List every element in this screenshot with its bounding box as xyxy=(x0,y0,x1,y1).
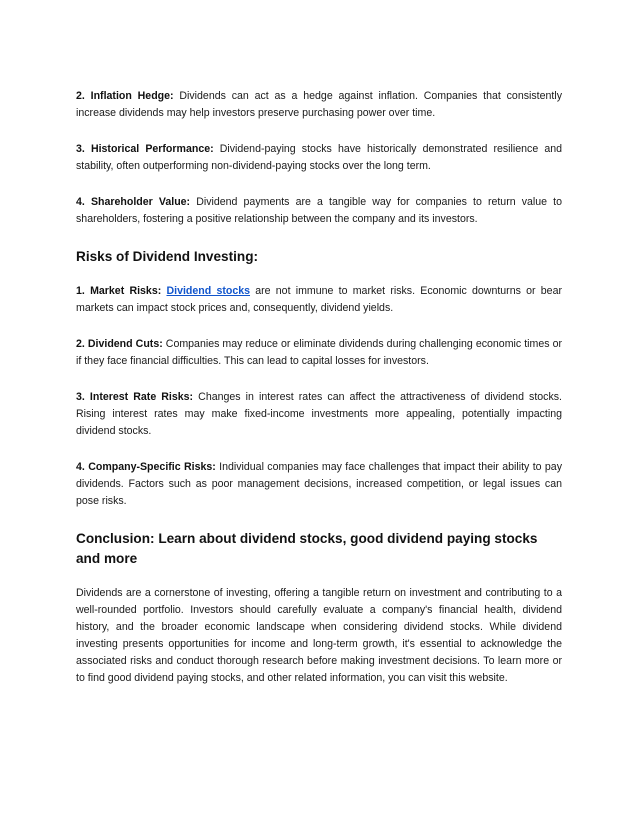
benefit-title: 3. Historical Performance: xyxy=(76,143,214,155)
risk-title: 3. Interest Rate Risks: xyxy=(76,391,194,403)
benefit-title: 2. Inflation Hedge: xyxy=(76,90,174,102)
benefit-title: 4. Shareholder Value: xyxy=(76,196,191,208)
benefit-historical-performance xyxy=(76,141,562,175)
conclusion-heading: Conclusion: Learn about dividend stocks, good dividend paying stocks and more xyxy=(76,531,538,566)
risk-text: are not immune to market risks. Economic downturns or bear markets can impact stock prices and, consequently, dividend yields. xyxy=(76,285,562,314)
risk-interest-rate xyxy=(76,389,562,440)
benefit-text: Dividends can act as a hedge against inflation. Companies that consistently increase dividends may help investors preserve purchasing power over time. xyxy=(76,90,562,119)
risk-dividend-cuts xyxy=(76,336,562,370)
risk-text: Individual companies may face challenges that impact their ability to pay dividends. Factors such as poor management decisions, increased competition, or legal issues can pose risks. xyxy=(76,461,562,507)
risk-market xyxy=(76,283,562,317)
benefit-inflation-hedge xyxy=(76,88,562,122)
risk-title: 4. Company-Specific Risks: xyxy=(76,461,216,473)
risk-title: 2. Dividend Cuts: xyxy=(76,338,163,350)
risk-company-specific xyxy=(76,459,562,510)
benefit-shareholder-value xyxy=(76,194,562,228)
risk-title: 1. Market Risks: xyxy=(76,285,162,297)
dividend-stocks-link[interactable]: Dividend stocks xyxy=(166,285,251,297)
benefit-text: Dividend-paying stocks have historically demonstrated resilience and stability, often outperforming non-dividend-paying stocks over the long term. xyxy=(76,143,562,172)
risk-text: Changes in interest rates can affect the attractiveness of dividend stocks. Rising interest rates may make fixed-income investments more appealing, potentially impacting dividend stocks. xyxy=(76,391,562,437)
risk-text: Companies may reduce or eliminate dividends during challenging economic times or if they face financial difficulties. This can lead to capital losses for investors. xyxy=(76,338,562,367)
benefit-text: Dividend payments are a tangible way for companies to return value to shareholders, fostering a positive relationship between the company and its investors. xyxy=(76,196,563,225)
conclusion-paragraph: Dividends are a cornerstone of investing, offering a tangible return on investment and contributing to a well-rounded portfolio. Investors should carefully evaluate a company's financial health, dividend history, and the broader economic landscape when considering dividend stocks. While dividend investing presents opportunities for income and long-term growth, it's essential to acknowledge the associated risks and conduct thorough research before making investment decisions. To learn more or to find good dividend paying stocks, and other related information, you can visit this website. xyxy=(76,587,562,684)
risks-heading: Risks of Dividend Investing: xyxy=(76,249,259,264)
